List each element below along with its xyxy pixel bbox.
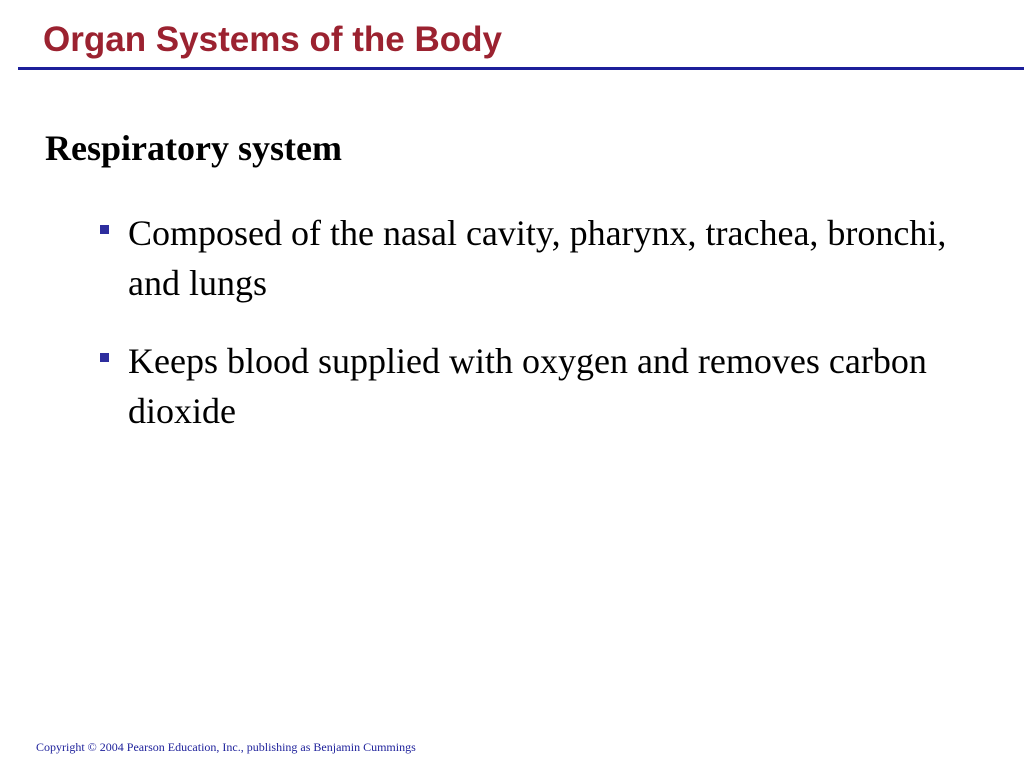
- square-bullet-icon: [100, 353, 109, 362]
- slide-title: Organ Systems of the Body: [43, 20, 502, 59]
- section-heading: Respiratory system: [45, 128, 342, 168]
- copyright-footer: Copyright © 2004 Pearson Education, Inc., publishing as Benjamin Cummings: [36, 740, 416, 754]
- bullet-text: Keeps blood supplied with oxygen and removes carbon dioxide: [128, 341, 927, 431]
- square-bullet-icon: [100, 225, 109, 234]
- bullet-item: [97, 208, 977, 308]
- title-underline: [18, 67, 1024, 70]
- bullet-list: [97, 208, 977, 464]
- bullet-item: [97, 336, 977, 436]
- bullet-text: Composed of the nasal cavity, pharynx, trachea, bronchi, and lungs: [128, 213, 947, 303]
